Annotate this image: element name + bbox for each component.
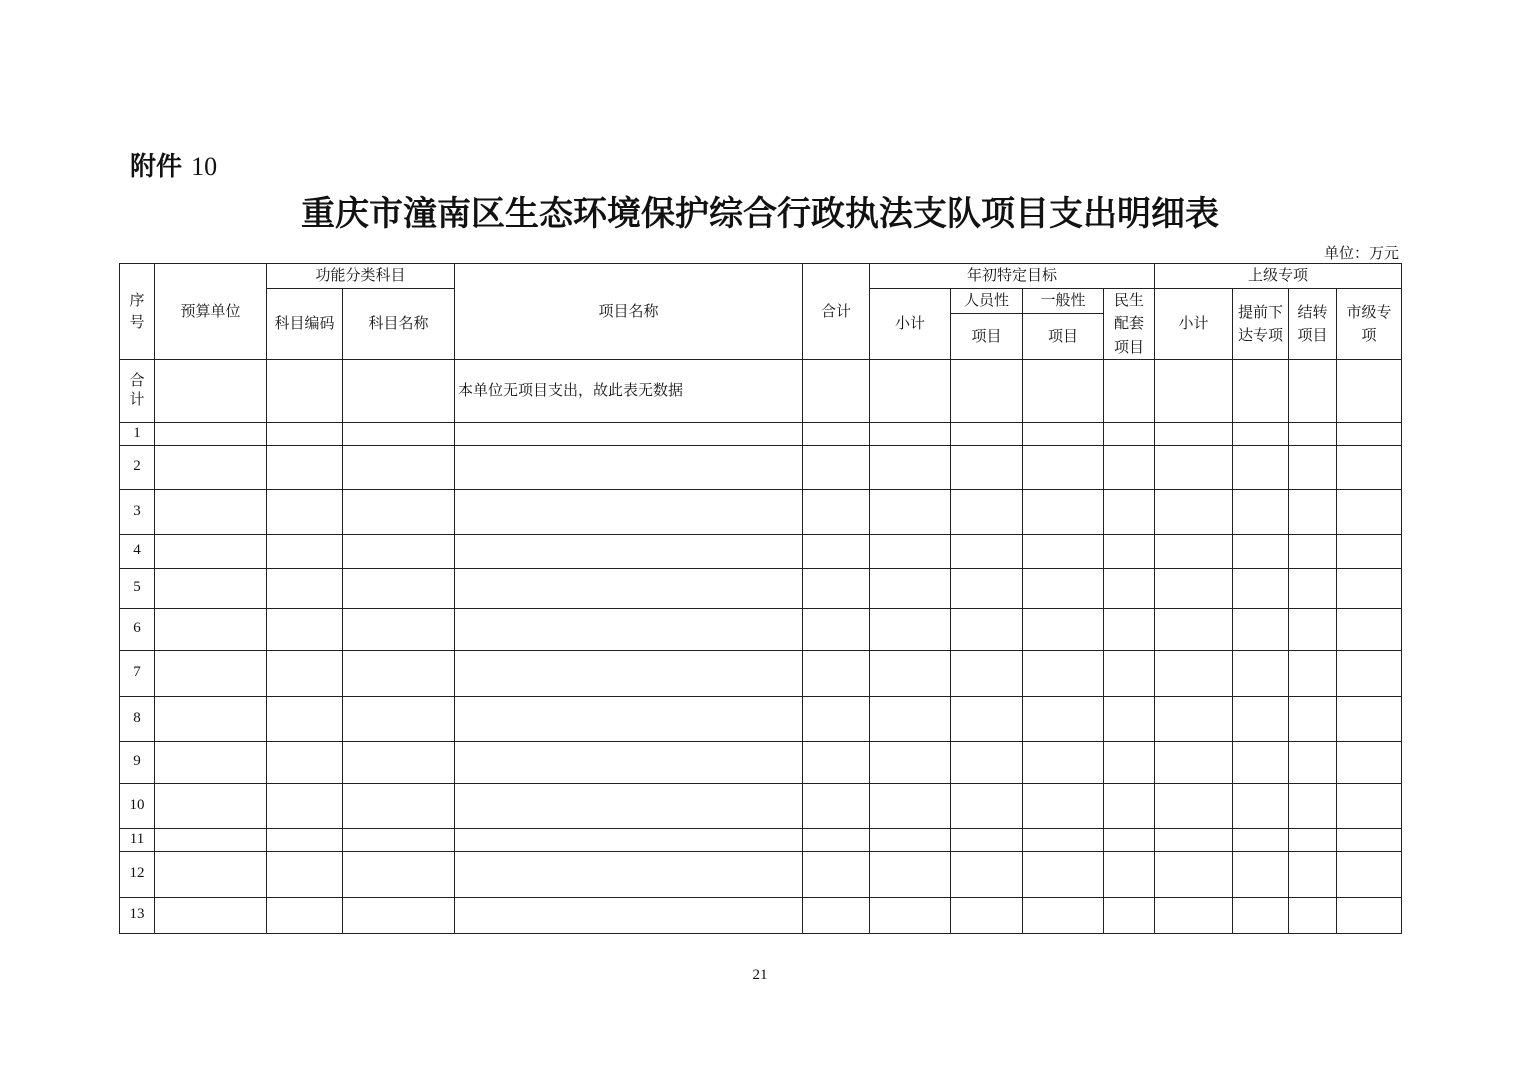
total-row-note: 本单位无项目支出，故此表无数据: [455, 360, 803, 423]
header-subject-code: 科目编码: [267, 289, 343, 360]
attachment-label: 附件 10: [130, 152, 218, 182]
table-row: 3: [120, 489, 1402, 534]
header-total: 合计: [803, 264, 870, 360]
header-general: 一般性: [1023, 289, 1104, 314]
header-livelihood: 民生配套项目: [1104, 289, 1155, 360]
header-subject-name: 科目名称: [343, 289, 455, 360]
table-row: 4: [120, 534, 1402, 568]
table-row: 10: [120, 783, 1402, 828]
total-row: [120, 360, 1402, 423]
table-row: 9: [120, 741, 1402, 783]
header-func-class: 功能分类科目: [267, 264, 455, 289]
total-row-label: 合计: [120, 360, 155, 423]
header-project-name: 项目名称: [455, 264, 803, 360]
table-row: 13: [120, 897, 1402, 933]
header-subtotal-2: 小计: [1155, 289, 1233, 360]
header-general-sub: 项目: [1023, 314, 1104, 360]
table-row: 2: [120, 445, 1402, 489]
header-budget-unit: 预算单位: [155, 264, 267, 360]
header-city-special: 市级专项: [1337, 289, 1402, 360]
header-superior-special: 上级专项: [1155, 264, 1402, 289]
table-row: 1: [120, 423, 1402, 446]
table-row: 7: [120, 650, 1402, 696]
table-row: 6: [120, 608, 1402, 650]
header-carryover: 结转项目: [1289, 289, 1337, 360]
header-advance-special: 提前下达专项: [1233, 289, 1289, 360]
table-row: 8: [120, 696, 1402, 741]
project-expense-table: [119, 263, 1402, 934]
header-personnel: 人员性: [951, 289, 1023, 314]
page-number: 21: [752, 967, 768, 983]
unit-label: 单位：万元: [1323, 244, 1399, 262]
header-subtotal-1: 小计: [870, 289, 951, 360]
page-title: 重庆市潼南区生态环境保护综合行政执法支队项目支出明细表: [301, 194, 1219, 234]
table-row: 5: [120, 568, 1402, 608]
header-seq: 序号: [120, 264, 155, 360]
table-row: 11: [120, 828, 1402, 851]
header-initial-target: 年初特定目标: [870, 264, 1155, 289]
header-personnel-sub: 项目: [951, 314, 1023, 360]
table-row: 12: [120, 851, 1402, 897]
